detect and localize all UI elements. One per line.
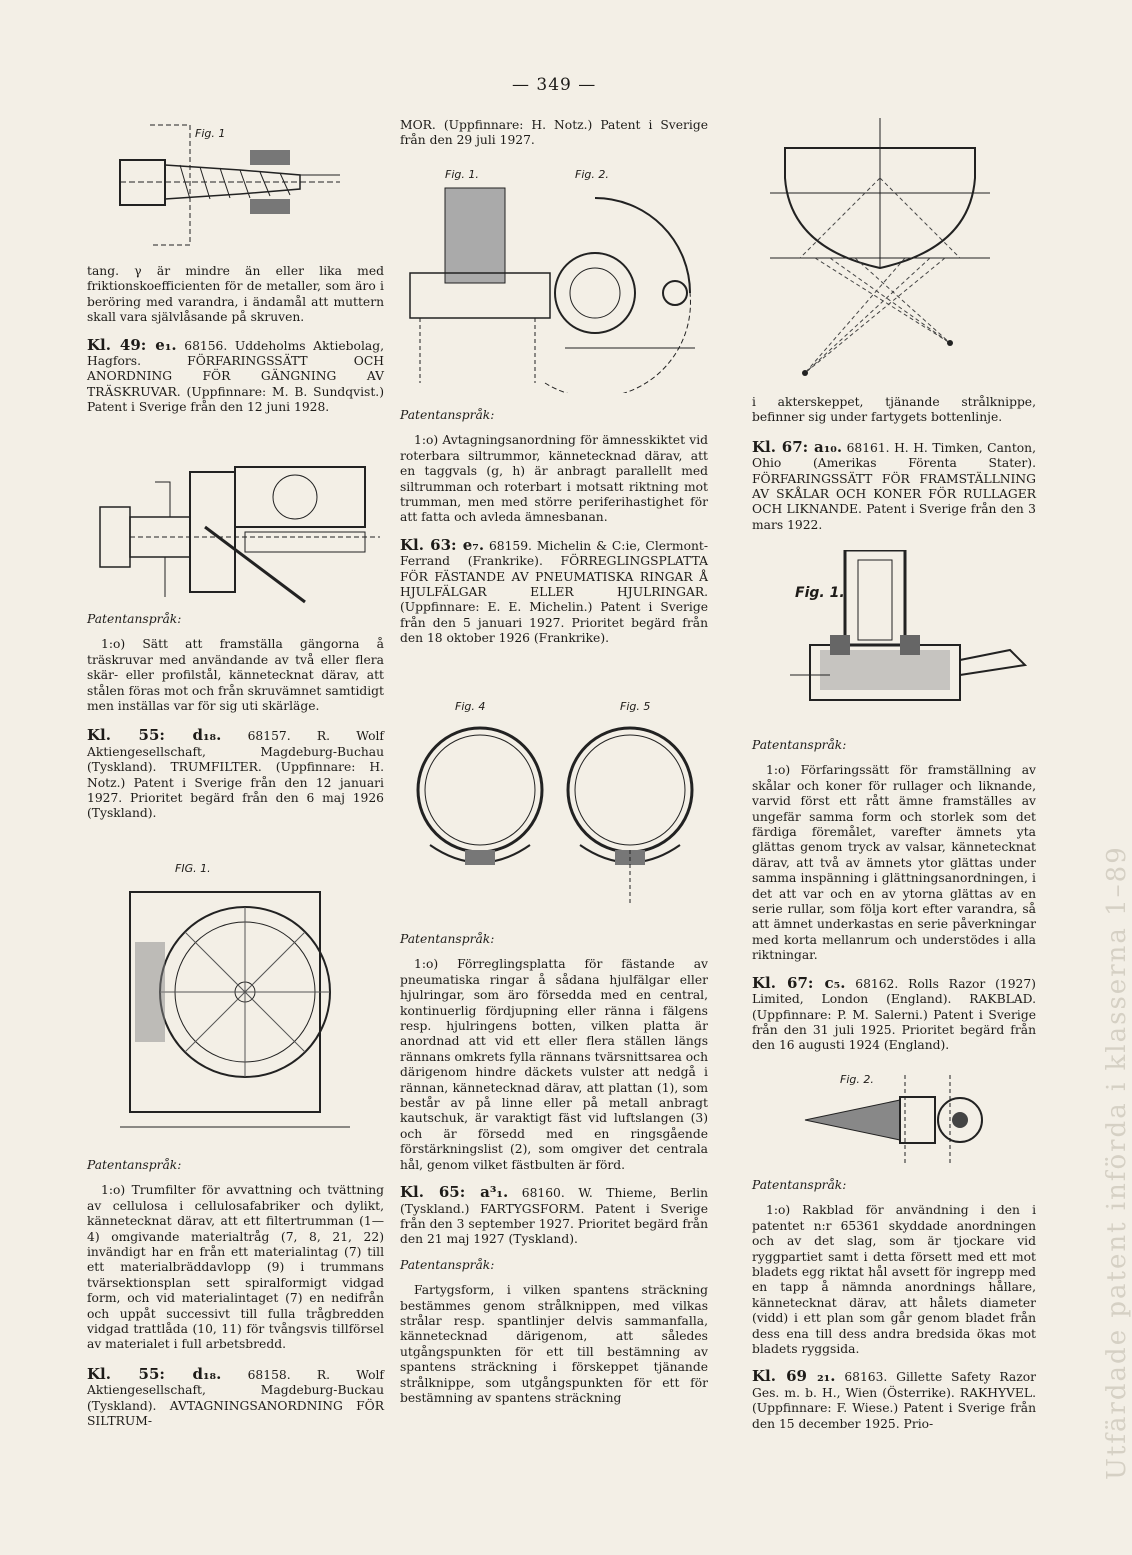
fig-label: Fig. 5 — [620, 700, 651, 713]
class-heading: Kl. 49: e₁. — [87, 335, 177, 354]
claim-text: 1:o) Sätt att framställa gängorna å träskruvar med användande av två eller flera skär- eller profilstål, kännetecknat därav, att stålen föras mot och från skruvämnet samtidigt men inställas var för sig uti skärläge. — [87, 637, 384, 714]
entry-text: 68158. R. Wolf Aktiengesellschaft, Magdeburg-Buckau (Tyskland). AVTAGNINGSANORDNING FÖR SILTRUM- — [87, 1367, 384, 1429]
class-heading: Kl. 67: c₅. — [752, 973, 846, 992]
claim-heading: Patentanspråk: — [87, 1158, 182, 1172]
claim-text: 1:o) Avtagningsanordning för ämnesskiktet vid roterbara siltrummor, kännetecknad därav, att en taggvals (g, h) är anbragt parallellt med siltrumman och roterbart i motsatt riktning mot trumman, men med större periferihastighet för att fatta och avleda ämnesbanan. — [400, 433, 708, 525]
fig-label: Fig. 2. — [575, 168, 609, 181]
continuation-text: MOR. (Uppfinnare: H. Notz.) Patent i Sverige från den 29 juli 1927. — [400, 118, 708, 148]
claim-heading: Patentanspråk: — [400, 408, 495, 422]
fig-label: Fig. 4 — [455, 700, 486, 713]
claim-text: 1:o) Rakblad för användning i den i patentet n:r 65361 skyddade anordningen och av det slag, som är tjockare vid ryggpartiet samt i detta försett med ett mot bladets egg riktat hål avsett för ingrepp med en tapp å nämnda anordnings hållare, kännetecknat därav, att hålets diameter (vidd) i ett plan som går genom bladet från dess ena till dess andra bredsida ökas mot bladets ryggsida. — [752, 1203, 1036, 1357]
fig-label: Fig. 1. — [445, 168, 479, 181]
claim-text: 1:o) Trumfilter för avvattning och tvättning av cellulosa i cellulosafabriker och dylikt, kännetecknat därav, att ett filtertrumman (1—4) omgivande materialtråg (7, 8, 21, 22) invändigt har en från ett materialintag (7) till ett materialbräddavlopp (9) i trummans tvärsektionsplan sett spiralformigt vidgad form, och vid materialintaget (7) en nedifrån och uppåt successivt till fulla trågbredden vidgad trattlåda (10, 11) för tvångsvis tillförsel av materialet i full arbetsbredd. — [87, 1183, 384, 1352]
figure-ship-frame — [760, 118, 1000, 383]
entry-text: 68161. H. H. Timken, Canton, Ohio (Amerikas Förenta Stater). FÖRFARINGSSÄTT FÖR FRAMSTÄLLNING AV SKÅLAR OCH KONER FÖR RULLAGER OCH LIKNANDE. Patent i Sverige från den 3 mars 1922. — [752, 440, 1036, 532]
entry-text: 68163. Gillette Safety Razor Ges. m. b. H., Wien (Österrike). RAKHYVEL. (Uppfinnare: F. Wiese.) Patent i Sverige från den 15 december 1925. Prio- — [752, 1370, 1036, 1431]
claim-heading: Patentanspråk: — [400, 1257, 495, 1272]
fig-label: Fig. 2. — [840, 1073, 874, 1086]
entry-text: 68160. W. Thieme, Berlin (Tyskland.) FARTYGSFORM. Patent i Sverige från den 3 september 1927. Prioritet begärd från den 21 maj 1927 (Tyskland). — [400, 1186, 708, 1247]
fig-label: FIG. 1. — [175, 862, 211, 875]
class-heading: Kl. 67: a₁₀. — [752, 437, 843, 456]
entry-text: 68156. Uddeholms Aktiebolag, Hagfors. FÖRFARINGSSÄTT OCH ANORDNING FÖR GÄNGNING AV TRÄSKRUVAR. (Uppfinnare: M. B. Sundqvist.) Patent i Sverige från den 12 juni 1928. — [87, 338, 384, 415]
entry-text: 68162. Rolls Razor (1927) Limited, London (England). RAKBLAD. (Uppfinnare: P. M. Salerni.) Patent i Sverige från den 31 juli 1925. Prioritet begärd från den 16 augusti 1924 (England). — [752, 976, 1036, 1053]
figure-bearing-rollers — [770, 550, 1040, 725]
figure-tyre-rims — [405, 700, 705, 910]
class-heading: Kl. 69 ₂₁. — [752, 1367, 836, 1386]
claim-heading: Patentanspråk: — [87, 612, 182, 626]
fig-label: Fig. 1 — [195, 127, 226, 140]
figure-drum-filter — [110, 862, 360, 1142]
claim-text: 1:o) Förreglingsplatta för fästande av pneumatiska ringar å sådana hjulfälgar eller hjulringar, som äro försedda med en central, kontinuerlig fördjupning eller ränna i fälgens resp. hjulringens botten, vilken platta är anordnad att vid ett eller flera ställen längs rännans omkrets fylla rännans tvärsnittsarea och därigenom hindre däckets vulster att nedgå i rännan, kännetecknad därav, att plattan (1), som består av på linne eller på metall anbragt kautschuk, är varaktigt fäst vid luftslangen (3) och är försedd med en ringsgående förstärkningslist (2), som omgiver det centrala hål, genom vilket fästbulten är förd. — [400, 957, 708, 1172]
claim-heading: Patentanspråk: — [400, 932, 495, 946]
figure-sieve-drum — [405, 168, 705, 393]
class-heading: Kl. 63: e₇. — [400, 535, 485, 554]
class-heading: Kl. 65: a³₁. — [400, 1183, 509, 1202]
margin-text: Utfärdade patent införda i klasserna 1–89 — [1102, 845, 1132, 1480]
claim-heading: Patentanspråk: — [752, 1178, 847, 1192]
claim-text: Fartygsform, i vilken spantens sträckning bestämmes genom strålknippen, med vilkas strålar resp. spantlinjer delvis sammanfalla, kännetecknad därigenom, att således utgångspunkten för ett till bestämning av spantens sträckning i förskeppet tjänande strålknippe, som utgångspunkten för ett för bestämning av spantens sträckning — [400, 1283, 708, 1405]
continuation-text: i akterskeppet, tjänande strålknippe, befinner sig under fartygets bottenlinje. — [752, 395, 1036, 425]
entry-text: 68157. R. Wolf Aktiengesellschaft, Magdeburg-Buchau (Tyskland). TRUMFILTER. (Uppfinnare: H. Notz.) Patent i Sverige från den 12 januari 1927. Prioritet begärd från den 6 maj 1926 (Tyskland). — [87, 729, 384, 821]
figure-threading-machine — [95, 462, 385, 607]
class-heading: Kl. 55: d₁₈. — [87, 1364, 222, 1383]
claim-heading: Patentanspråk: — [752, 738, 847, 752]
class-heading: Kl. 55: d₁₈. — [87, 726, 222, 745]
page-number: — 349 — — [512, 75, 597, 95]
figure-razor-blade — [800, 1065, 1000, 1175]
intro-paragraph: tang. γ är mindre än eller lika med friktionskoefficienten för de metaller, som äro i beröring med varandra, i ändamål att muttern skall vara självlåsande på skruven. — [87, 264, 384, 325]
fig-label: Fig. 1. — [795, 585, 845, 601]
figure-screw-nut — [110, 115, 350, 255]
entry-text: 68159. Michelin & C:ie, Clermont-Ferrand (Frankrike). FÖRREGLINGSPLATTA FÖR FÄSTANDE AV PNEUMATISKA RINGAR Å HJULFÄLGAR ELLER HJULRINGAR. (Uppfinnare: E. E. Michelin.) Patent i Sverige från den 5 januari 1927. Prioritet begärd från den 18 oktober 1926 (Frankrike). — [400, 538, 708, 646]
claim-text: 1:o) Förfaringssätt för framställning av skålar och koner för rullager och liknande, varvid först ett rått ämne framställes av ungefär samma form och storlek som det färdiga föremålet, varefter ämnets yta glättas genom tryck av valsar, kännetecknat därav, att två av ämnets ytor glättas under samma inspänning i glättningsanordningen, i det att var och en av ytorna glättas av en serie rullar, som följa kort efter varandra, så att ämnet underkastas en serie påverkningar med korta mellanrum och understödes i alla riktningar. — [752, 763, 1036, 963]
